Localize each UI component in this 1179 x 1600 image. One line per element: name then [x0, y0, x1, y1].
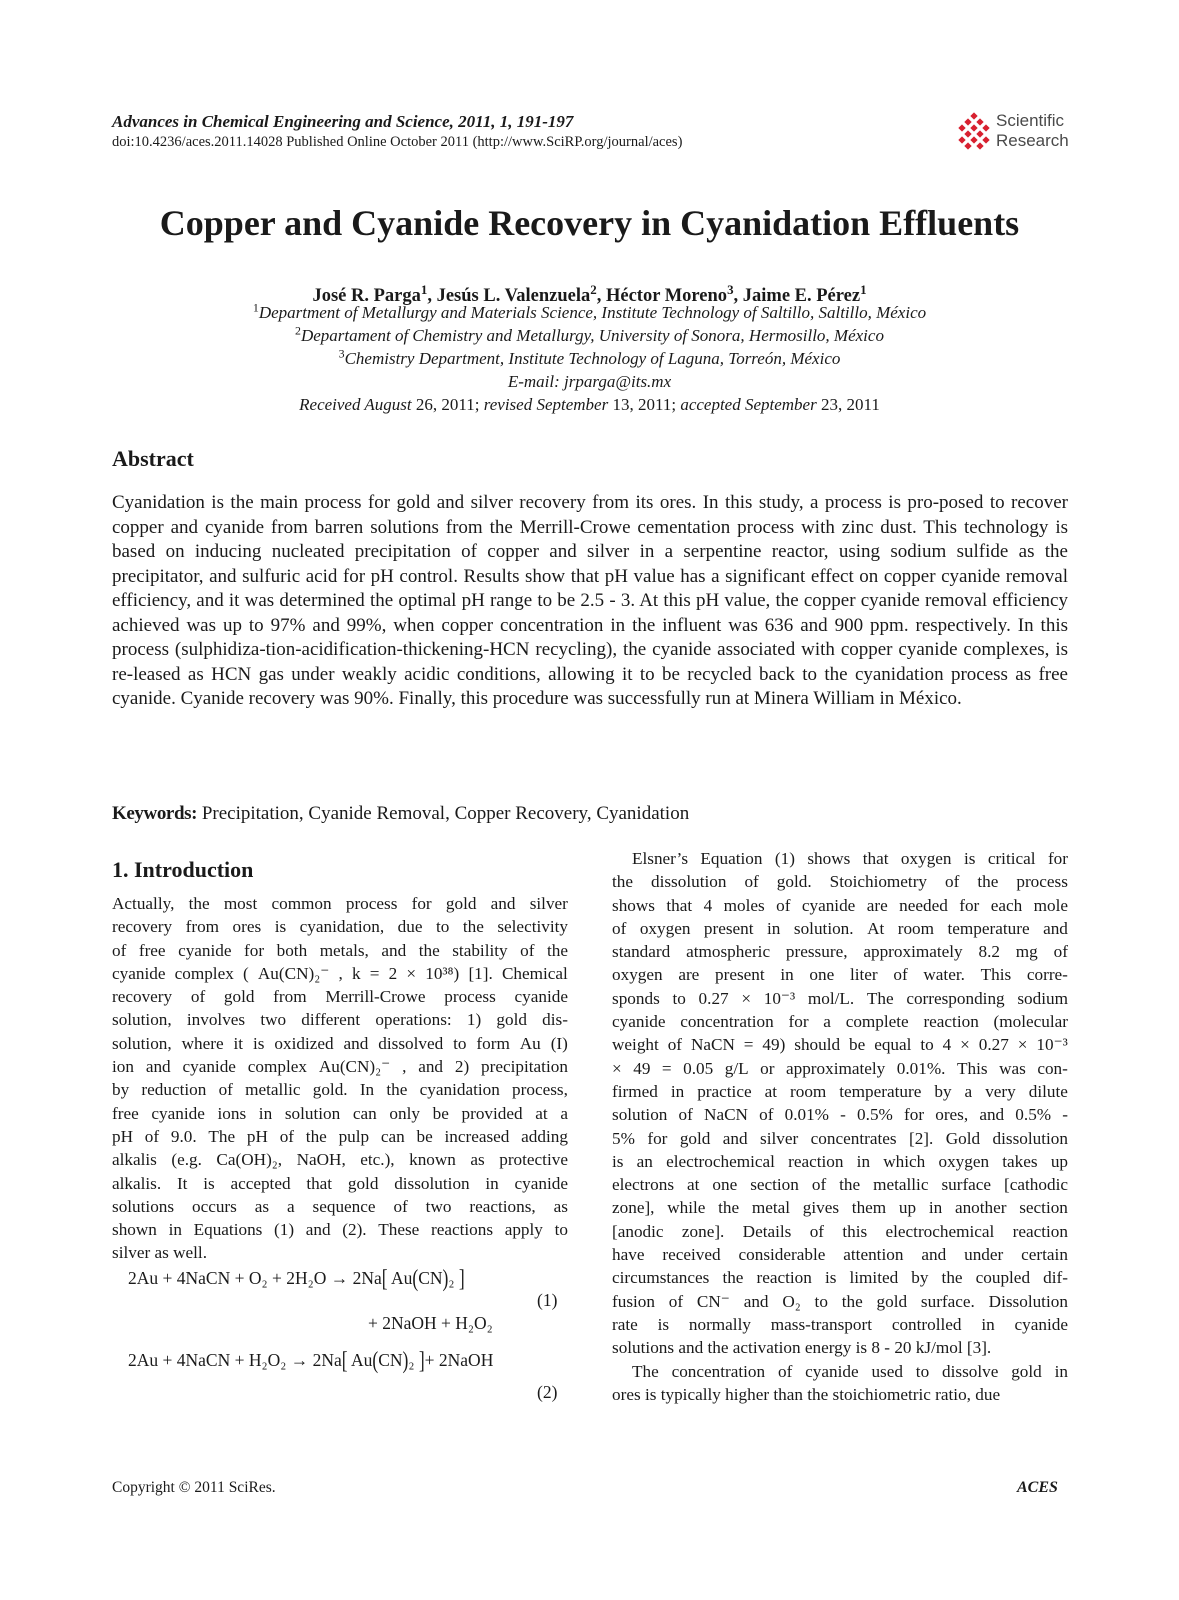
text-line: by reduction of metallic gold. In the cyanidation process, [112, 1080, 568, 1100]
logo-diamond [964, 142, 971, 149]
logo-diamond [982, 124, 989, 131]
text-line: recovery from ores is cyanidation, due to the selectivity [112, 917, 568, 937]
author: Héctor Moreno [605, 286, 728, 306]
logo-line-2: Research [996, 131, 1069, 150]
abstract-heading: Abstract [112, 446, 194, 471]
logo-diamond [958, 124, 965, 131]
logo-diamond [982, 136, 989, 143]
text-line: have received considerable attention and under certain [612, 1245, 1068, 1265]
text-line: The concentration of cyanide used to dissolve gold in [632, 1361, 1068, 1381]
text-line: electrons at one section of the metallic surface [cathodic [612, 1175, 1068, 1195]
text-line: of oxygen present in solution. At room temperature and [612, 918, 1068, 938]
text-line: recovery of gold from Merrill-Crowe process cyanide [112, 987, 568, 1007]
journal-abbreviation: ACES [1017, 1479, 1058, 1496]
text-line: zone], while the metal gives them up in another section [612, 1198, 1068, 1218]
text-line: × 49 = 0.05 g/L or approximately 0.01%. This was con- [612, 1058, 1068, 1078]
logo-diamond [970, 136, 977, 143]
scientific-research-logo [954, 112, 1094, 156]
author-aff-mark: 2 [590, 281, 597, 297]
logo-diamond [964, 130, 971, 137]
text-line: [anodic zone]. Details of this electrochemical reaction [612, 1221, 1068, 1241]
author: Jaime E. Pérez [742, 286, 861, 306]
logo-line-1: Scientific [996, 111, 1065, 130]
text-line: shown in Equations (1) and (2). These reactions apply to [112, 1220, 568, 1240]
equation-number: (1) [537, 1290, 558, 1310]
received-dates: Received August 26, 2011; revised September 13, 2011; accepted September 23, 2011 [299, 395, 880, 414]
author-aff-mark: 3 [727, 281, 734, 297]
right-column [612, 847, 1068, 1406]
author: Jesús L. Valenzuela [436, 286, 591, 306]
abstract-text: Cyanidation is the main process for gold and silver recovery from its ores. In this study, a process is pro-posed to recover copper and cyanide from barren solutions from the Merrill-Crowe cementation process with zinc dust. This technology is based on inducing nucleated precipitation of copper and silver in a serpentine reactor, using sodium sulfide as the precipitator, and sulfuric acid for pH control. Results show that pH value has a significant effect on copper cyanide removal efficiency, and it was determined the optimal pH range to be 2.5 - 3. At this pH value, the copper cyanide removal efficiency achieved was up to 97% and 99%, when copper concentration in the influent was 636 and 900 ppm. respectively. In this process (sulphidiza-tion-acidification-thickening-HCN recycling), the cyanide associated with copper cyanide complexes, is re-leased as HCN gas under weakly acidic conditions, allowing it to be recycled back to the cyanidation process as free cyanide. Cyanide recovery was 90%. Finally, this procedure was successfully run at Minera William in México. [112, 492, 1068, 709]
text-line: ion and cyanide complex Au(CN)₂⁻ , and 2) precipitation [112, 1057, 568, 1077]
author-list: José R. Parga$^1$, Jesús L. Valenzuela$^2$, Héctor Moreno$^3$, Jaime E. Pérez$^1$ [312, 281, 867, 306]
logo-text [996, 111, 1069, 151]
text-line: ores is typically higher than the stoichiometric ratio, due [612, 1384, 1001, 1404]
logo-diamond [964, 118, 971, 125]
author-aff-mark: 1 [860, 281, 867, 297]
text-line: circumstances the reaction is limited by the coupled dif- [612, 1268, 1068, 1288]
text-line: Elsner’s Equation (1) shows that oxygen is critical for [632, 849, 1068, 868]
text-line: of free cyanide for both metals, and the stability of the [112, 940, 568, 960]
journal-name: Advances in Chemical Engineering and Science [112, 112, 450, 131]
equation-number: (2) [537, 1382, 558, 1402]
paper-title: Copper and Cyanide Recovery in Cyanidation Effluents [159, 203, 1020, 243]
text-line: free cyanide ions in solution can only be provided at a [112, 1103, 568, 1123]
author: José R. Parga [312, 286, 421, 306]
journal-issue: , 2011, 1, 191-197 [449, 112, 574, 131]
text-line: solution, where it is oxidized and dissolved to form Au (I) [112, 1033, 568, 1053]
text-line: rate is normally mass-transport controlled in cyanide [612, 1314, 1068, 1334]
text-line: solution, involves two different operations: 1) gold dis- [112, 1010, 568, 1030]
text-line: cyanide concentration for a complete reaction (molecular [612, 1012, 1068, 1032]
text-line: weight of NaCN = 49) should be equal to 4 × 0.27 × 10⁻³ [612, 1035, 1068, 1055]
text-line: is an electrochemical reaction in which oxygen takes up [612, 1151, 1068, 1171]
affiliation: $^2$Departament of Chemistry and Metallurgy, University of Sonora, Hermosillo, México [295, 323, 884, 345]
keywords-label: Keywords: [112, 803, 198, 824]
text-line: oxygen are present in one liter of water. This corre- [612, 965, 1068, 985]
left-column [112, 892, 568, 1265]
text-line: silver as well. [112, 1243, 207, 1263]
text-line: Actually, the most common process for gold and silver [112, 894, 568, 913]
abstract-body [112, 491, 1068, 712]
text-line: the dissolution of gold. Stoichiometry of the process [612, 872, 1068, 892]
copyright: Copyright © 2011 SciRes. [112, 1479, 276, 1496]
affiliation: $^1$Department of Metallurgy and Materials Science, Institute Technology of Saltillo, Saltillo, México [252, 300, 927, 322]
text-line: solutions and the activation energy is 8 - 20 kJ/mol [3]. [612, 1338, 992, 1358]
equation-2: 2Au + 4NaCN + H₂O₂ → 2Na[ Au(CN)₂ ]+ 2NaOH [128, 1345, 494, 1374]
text-line: alkalis (e.g. Ca(OH)₂, NaOH, etc.), known as protective [112, 1150, 568, 1170]
text-line: solution of NaCN of 0.01% - 0.5% for ores, and 0.5% - [612, 1105, 1068, 1125]
logo-diamond [970, 124, 977, 131]
text-line: standard atmospheric pressure, approximately 8.2 mg of [612, 942, 1068, 962]
text-line: pH of 9.0. The pH of the pulp can be increased adding [112, 1126, 568, 1146]
logo-diamond [976, 118, 983, 125]
equation-1-line-2: + 2NaOH + H₂O₂ [368, 1313, 493, 1333]
section-heading: 1. Introduction [112, 857, 254, 882]
text-line: alkalis. It is accepted that gold dissolution in cyanide [112, 1173, 568, 1193]
keywords [112, 803, 689, 825]
logo-diamond [958, 136, 965, 143]
text-line: 5% for gold and silver concentrates [2]. Gold dissolution [612, 1128, 1068, 1148]
logo-diamond [976, 130, 983, 137]
logo-diamond [970, 112, 977, 119]
author-aff-mark: 1 [420, 281, 428, 297]
logo-diamond [976, 142, 983, 149]
email-link[interactable]: : jrparga@its.mx [554, 372, 672, 391]
text-line: shows that 4 moles of cyanide are needed for each mole [612, 895, 1068, 915]
text-line: fusion of CN⁻ and O₂ to the gold surface. Dissolution [612, 1291, 1068, 1311]
journal-citation [112, 112, 573, 132]
publisher-logo-icon [954, 112, 994, 152]
keywords-text: Precipitation, Cyanide Removal, Copper Recovery, Cyanidation [197, 803, 690, 824]
doi-line: doi:10.4236/aces.2011.14028 Published Online October 2011 (http://www.SciRP.org/journal/aces) [112, 134, 683, 150]
text-line: sponds to 0.27 × 10⁻³ mol/L. The corresponding sodium [612, 988, 1068, 1008]
text-line: firmed in practice at room temperature by a very dilute [612, 1081, 1068, 1101]
email-line: E-mail: jrparga@its.mx [507, 372, 672, 391]
equation-1: 2Au + 4NaCN + O₂ + 2H₂O → 2Na[ Au(CN)₂ ] [128, 1263, 465, 1292]
text-line: solutions occurs as a sequence of two reactions, as [112, 1196, 568, 1216]
text-line: cyanide complex ( Au(CN)₂⁻ , k = 2 × 10³⁸) [1]. Chemical [112, 963, 568, 983]
affiliation: $^3$Chemistry Department, Institute Technology of Laguna, Torreón, México [338, 346, 841, 368]
